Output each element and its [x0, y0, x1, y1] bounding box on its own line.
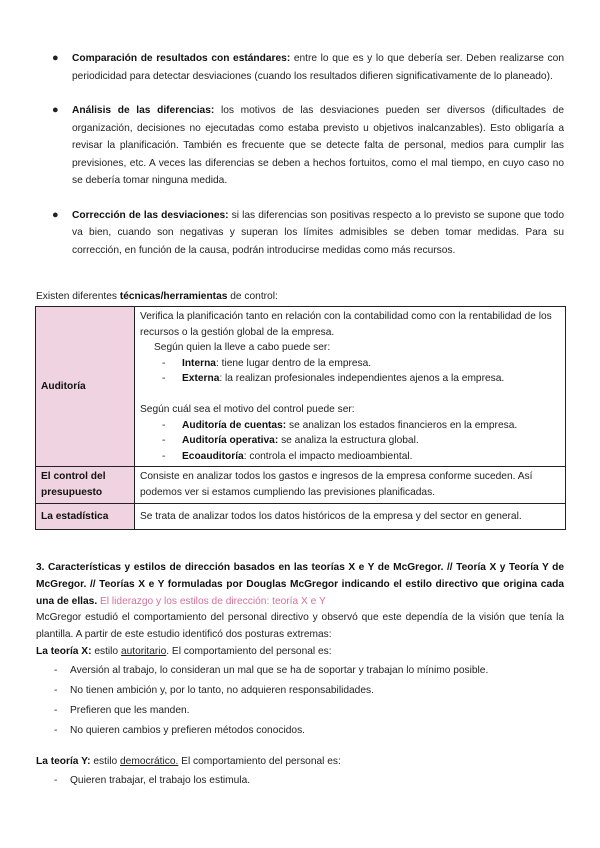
row-content: Verifica la planificación tanto en relación con la contabilidad como con la rentabilidad de los recursos o la gestión global de la empresa. Según quien la lleve a cabo puede ser: - Interna: tiene lugar dentro de la empresa. - Externa: la realizan profesionales independientes ajenos a la empresa. Según cuál sea el motivo del control puede ser: - Auditoría de cuentas: se analizan los estados financieros en la empresa. - Auditoría operativa: se analiza la estructura global. - Ecoauditoría: controla el impacto medioambiental. [135, 307, 566, 467]
row-label: El control del presupuesto [36, 467, 135, 503]
list-item: - Quieren trabajar, el trabajo los estimula. [54, 774, 251, 786]
section-heading: 3. Características y estilos de dirección basados en las teorías X e Y de McGregor. // Teoría X y Teoría Y de McGregor. // Teorías X e Y formuladas por Douglas McGregor indicando el estilo directivo que origina cada una de ellas. El liderazgo y los estilos de dirección: teoría X e Y [36, 562, 564, 607]
bullet-text: los motivos de las desviaciones pueden ser diversos (dificultades de organización, decisiones no ejecutadas como estaba previsto u objetivos inalcanzables). Esto obligaría a revisar la planificación. También es frecuente que se detecte falta de personal, medios para cumplir las previsiones, etc. A veces las diferencias se deben a hechos fortuitos, como el mal tiempo, en cuyo caso no se debería tomar ninguna medida. [72, 105, 565, 186]
list-item: - Ecoauditoría: controla el impacto medioambiental. [162, 450, 413, 462]
bullet-text: entre lo que es y lo que debería ser. Deben realizarse con periodicidad para detectar desviaciones (cuando los resultados difieren significativamente de lo planeado). [72, 53, 564, 82]
teoria-x-title: La teoría X: estilo autoritario. El comportamiento del personal es: [36, 645, 332, 657]
bullet-comparacion [44, 50, 564, 85]
control-tools-table [35, 306, 566, 530]
bullet-list [44, 50, 564, 276]
row-content: Consiste en analizar todos los gastos e ingresos de la empresa conforme suceden. Así podemos ver si estamos cumpliendo las previsiones planificadas. [135, 467, 566, 503]
heading-link[interactable]: El liderazgo y los estilos de dirección: teoría X e Y [97, 595, 326, 607]
list-item: - Aversión al trabajo, lo consideran un mal que se ha de soportar y trabajan lo mínimo posible. [54, 664, 489, 676]
bullet-text: si las diferencias son positivas respecto a lo previsto se supone que todo va bien, cuando son negativas y superan los límites admisibles se deben tomar medidas. Para su corrección, en función de la causa, podrán introducirse medidas como más recursos. [72, 209, 564, 256]
list-item: - Auditoría operativa: se analiza la estructura global. [162, 435, 419, 447]
row-content: Se trata de analizar todos los datos históricos de la empresa y del sector en general. [135, 503, 566, 530]
teoria-y-title: La teoría Y: estilo democrático. El comportamiento del personal es: [36, 755, 341, 767]
list-item: - No quieren cambios y prefieren métodos conocidos. [54, 724, 306, 736]
teoria-x-list [36, 661, 564, 741]
row-label: Auditoría [36, 307, 135, 467]
table-row-estadistica [36, 503, 566, 530]
list-item: - Externa: la realizan profesionales independientes ajenos a la empresa. [162, 373, 505, 385]
bullet-correccion [44, 207, 564, 260]
table-intro: Existen diferentes técnicas/herramientas de control: [36, 291, 278, 302]
table-row-presupuesto [36, 467, 566, 503]
bullet-analisis [44, 102, 564, 190]
bullet-dot: ● [52, 52, 59, 64]
list-item: - Interna: tiene lugar dentro de la empresa. [162, 357, 372, 369]
bullet-title: Corrección de las desviaciones: [72, 209, 229, 221]
bullet-title: Comparación de resultados con estándares: [72, 53, 291, 64]
bullet-title: Análisis de las diferencias: [72, 105, 215, 116]
table-row-auditoria [36, 307, 566, 467]
list-item: - Prefieren que les manden. [54, 704, 190, 716]
teoria-y-list [36, 771, 564, 791]
list-item: - No tienen ambición y, por lo tanto, no adquieren responsabilidades. [54, 684, 374, 696]
bullet-dot: ● [52, 104, 59, 116]
bullet-dot: ● [52, 208, 59, 221]
section-paragraph: McGregor estudió el comportamiento del personal directivo y observó que este dependía de la visión que tenía la plantilla. A partir de este estudio identificó dos posturas extremas: [36, 612, 564, 641]
row-label: La estadística [36, 503, 135, 530]
list-item: - Auditoría de cuentas: se analizan los estados financieros en la empresa. [162, 419, 518, 431]
section-mcgregor [36, 560, 564, 791]
